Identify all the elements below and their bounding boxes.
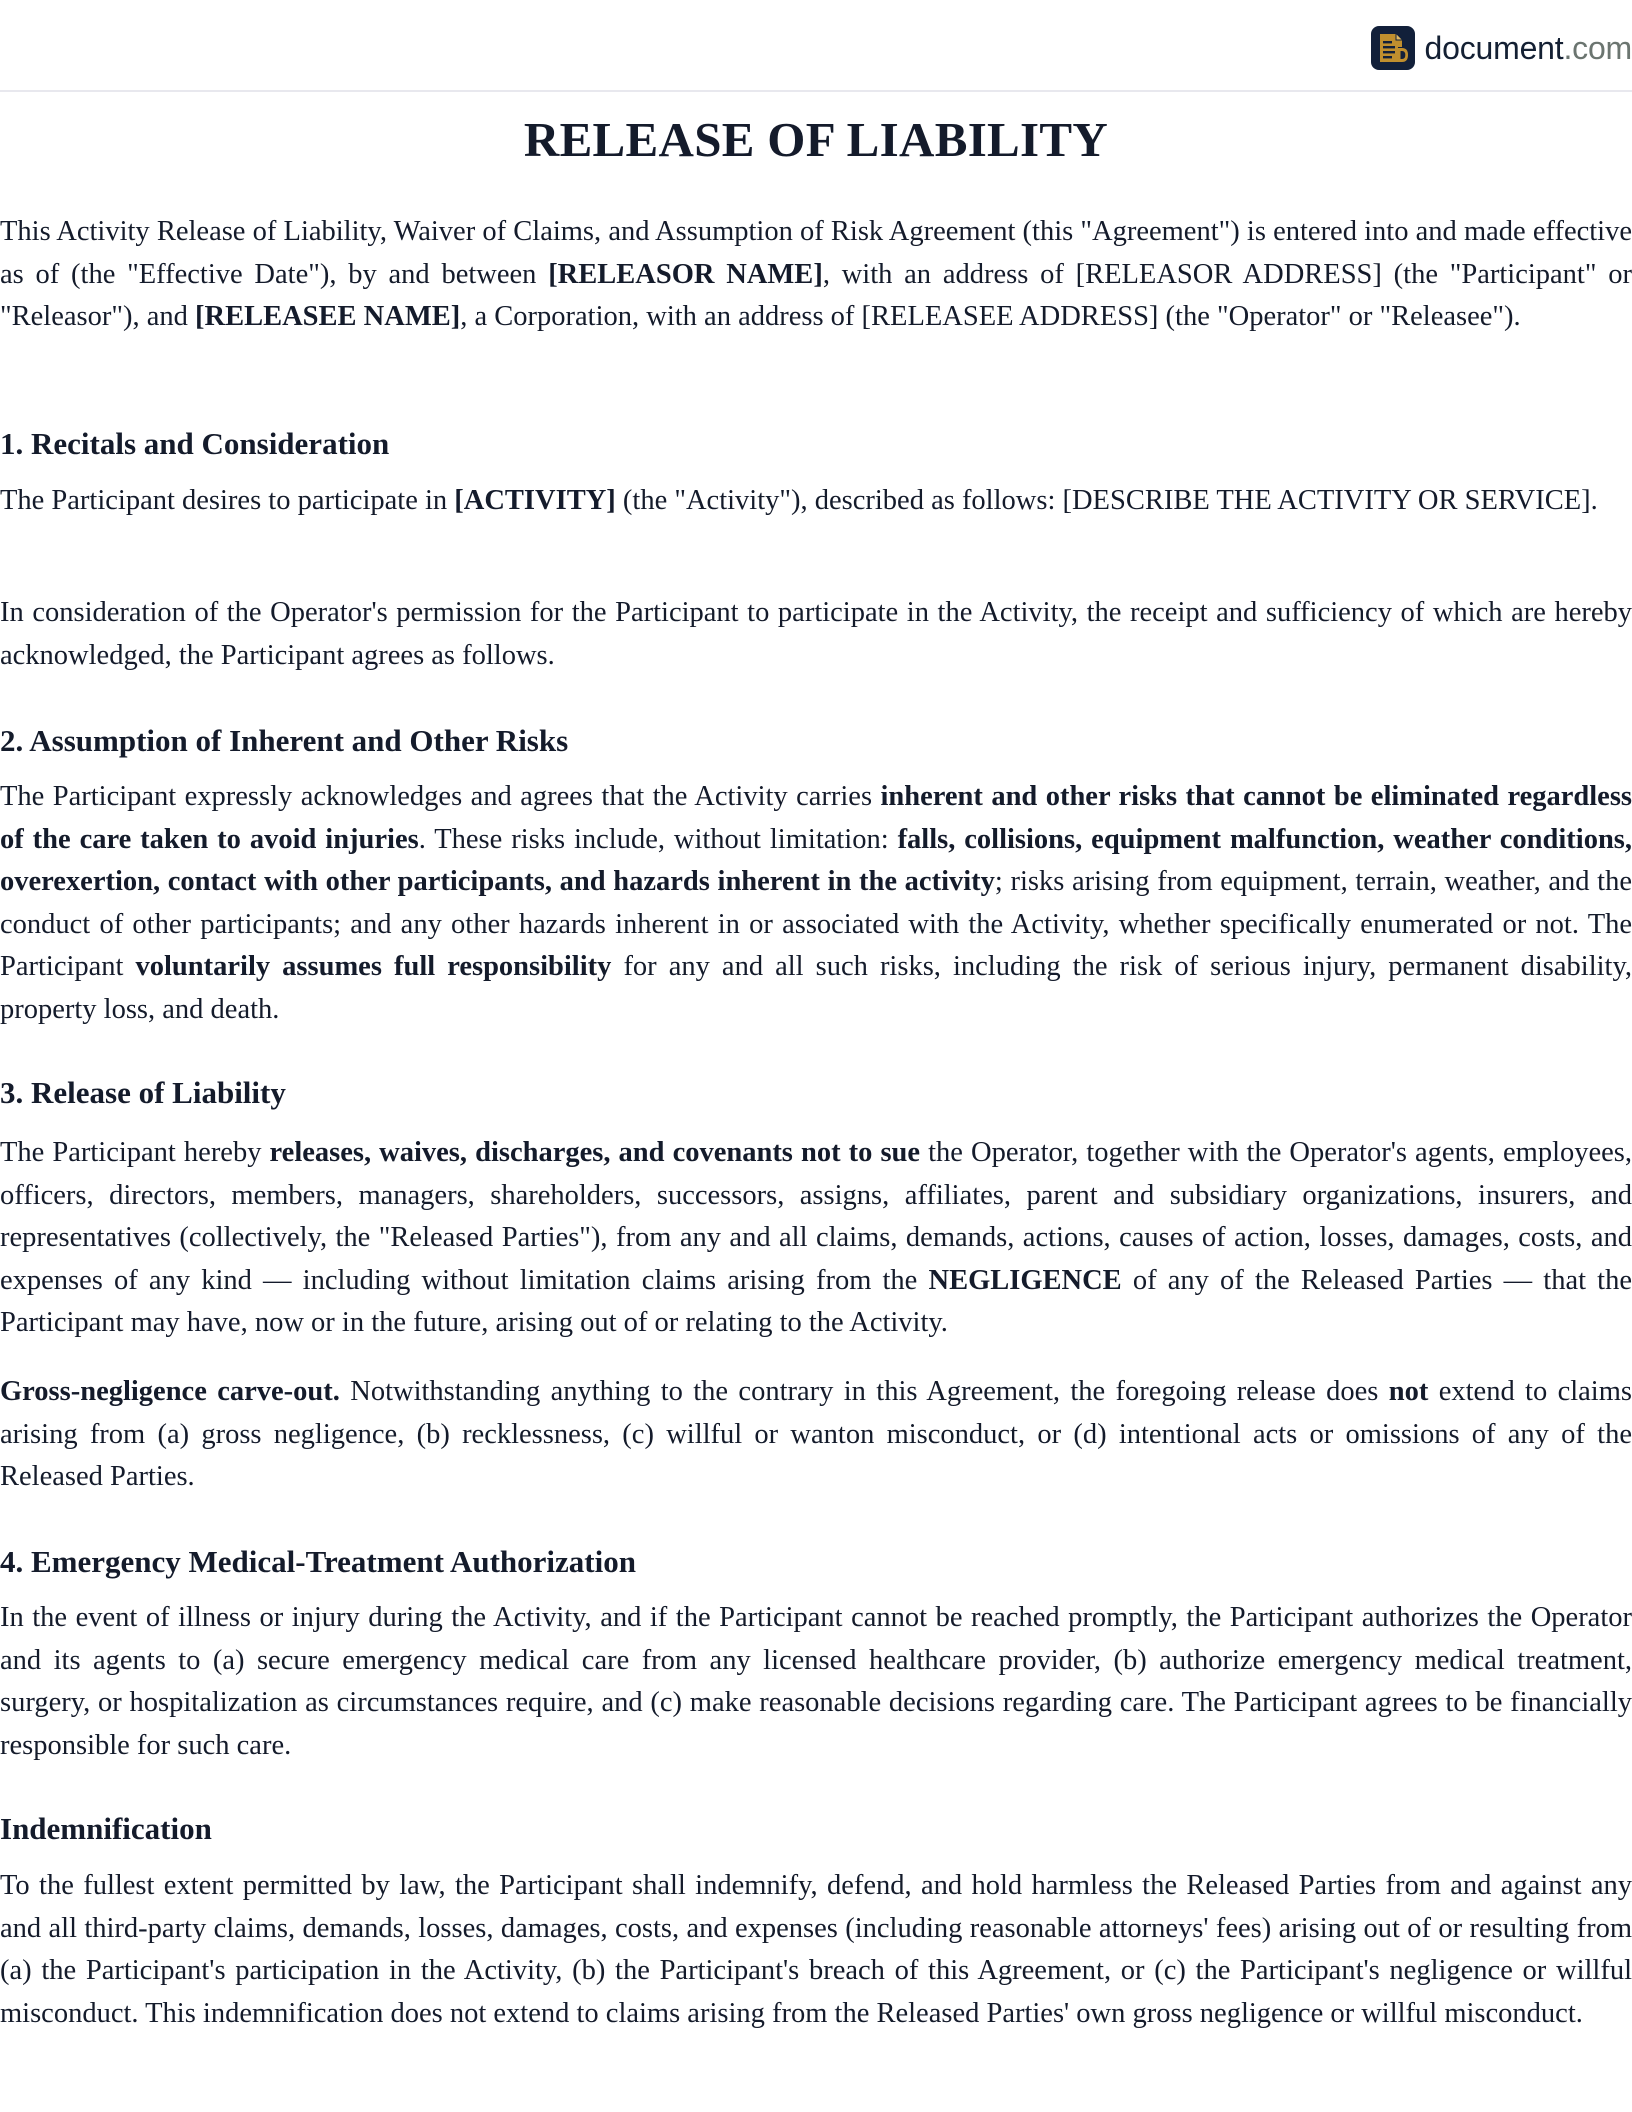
recitals-paragraph-1: The Participant desires to participate in [ACTIVITY] (the "Activity"), described as follows: [DESCRIBE THE ACTIVITY OR SERVICE]. bbox=[0, 485, 1598, 516]
release-paragraph: The Participant hereby releases, waives, discharges, and covenants not to sue the Operator, together with the Operator's agents, employees, officers, directors, members, managers, shareholders, successors, assigns, affiliates, parent and subsidiary organizations, insurers, and representatives (collectively, the "Released Parties"), from any and all claims, demands, actions, causes of action, losses, damages, costs, and expenses of any kind — including without limitation claims arising from the NEGLIGENCE of any of the Released Parties — that the Participant may have, now or in the future, arising out of or relating to the Activity. bbox=[0, 1137, 1632, 1339]
brand-tld: .com bbox=[1563, 30, 1632, 66]
site-header bbox=[0, 0, 1632, 92]
releasor-name-placeholder: [RELEASOR NAME] bbox=[548, 258, 823, 290]
section-heading-release-of-liability: 3. Release of Liability bbox=[0, 1075, 286, 1110]
document-logo-icon bbox=[1371, 26, 1415, 70]
releasee-name-placeholder: [RELEASEE NAME] bbox=[195, 301, 461, 333]
section-heading-emergency-medical: 4. Emergency Medical-Treatment Authorization bbox=[0, 1544, 636, 1579]
brand-logo-link[interactable] bbox=[1371, 26, 1632, 70]
emergency-medical-paragraph: In the event of illness or injury during the Activity, and if the Participant cannot be reached promptly, the Participant authorizes the Operator and its agents to (a) secure emergency medical care from any licensed healthcare provider, (b) authorize emergency medical treatment, surgery, or hospitalization as circumstances require, and (c) make reasonable decisions regarding care. The Participant agrees to be financially responsible for such care. bbox=[0, 1602, 1632, 1761]
section-heading-indemnification: Indemnification bbox=[0, 1811, 212, 1846]
section-heading-assumption-of-risk: 2. Assumption of Inherent and Other Risks bbox=[0, 723, 569, 758]
section-heading-recitals: 1. Recitals and Consideration bbox=[0, 426, 390, 461]
indemnification-paragraph: To the fullest extent permitted by law, the Participant shall indemnify, defend, and hold harmless the Released Parties from and against any and all third-party claims, demands, losses, damages, costs, and expenses (including reasonable attorneys' fees) arising out of or resulting from (a) the Participant's participation in the Activity, (b) the Participant's breach of this Agreement, or (c) the Participant's negligence or willful misconduct. This indemnification does not extend to claims arising from the Released Parties' own gross negligence or willful misconduct. bbox=[0, 1870, 1632, 2029]
brand-name: document.com bbox=[1424, 30, 1632, 66]
intro-paragraph: This Activity Release of Liability, Waiver of Claims, and Assumption of Risk Agreement (this "Agreement") is entered into and made effective as of (the "Effective Date"), by and between [RELEASOR NAME], with an address of [RELEASOR ADDRESS] (the "Participant" or "Releasor"), and [RELEASEE NAME], a Corporation, with an address of [RELEASEE ADDRESS] (the "Operator" or "Releasee"). bbox=[0, 216, 1632, 333]
document-title: RELEASE OF LIABILITY bbox=[523, 112, 1109, 167]
recitals-paragraph-2: In consideration of the Operator's permission for the Participant to participate in the Activity, the receipt and sufficiency of which are hereby acknowledged, the Participant agrees as follows. bbox=[0, 597, 1632, 671]
gross-negligence-carve-out-paragraph: Gross-negligence carve-out. Notwithstanding anything to the contrary in this Agreement, the foregoing release does not extend to claims arising from (a) gross negligence, (b) recklessness, (c) willful or wanton misconduct, or (d) intentional acts or omissions of any of the Released Parties. bbox=[0, 1376, 1632, 1493]
activity-placeholder: [ACTIVITY] bbox=[454, 485, 616, 516]
assumption-of-risk-paragraph: The Participant expressly acknowledges and agrees that the Activity carries inherent and other risks that cannot be eliminated regardless of the care taken to avoid injuries. These risks include, without limitation: falls, collisions, equipment malfunction, weather conditions, overexertion, contact with other participants, and hazards inherent in the activity; risks arising from equipment, terrain, weather, and the conduct of other participants; and any other hazards inherent in or associated with the Activity, whether specifically enumerated or not. The Participant voluntarily assumes full responsibility for any and all such risks, including the risk of serious injury, permanent disability, property loss, and death. bbox=[0, 781, 1632, 1025]
